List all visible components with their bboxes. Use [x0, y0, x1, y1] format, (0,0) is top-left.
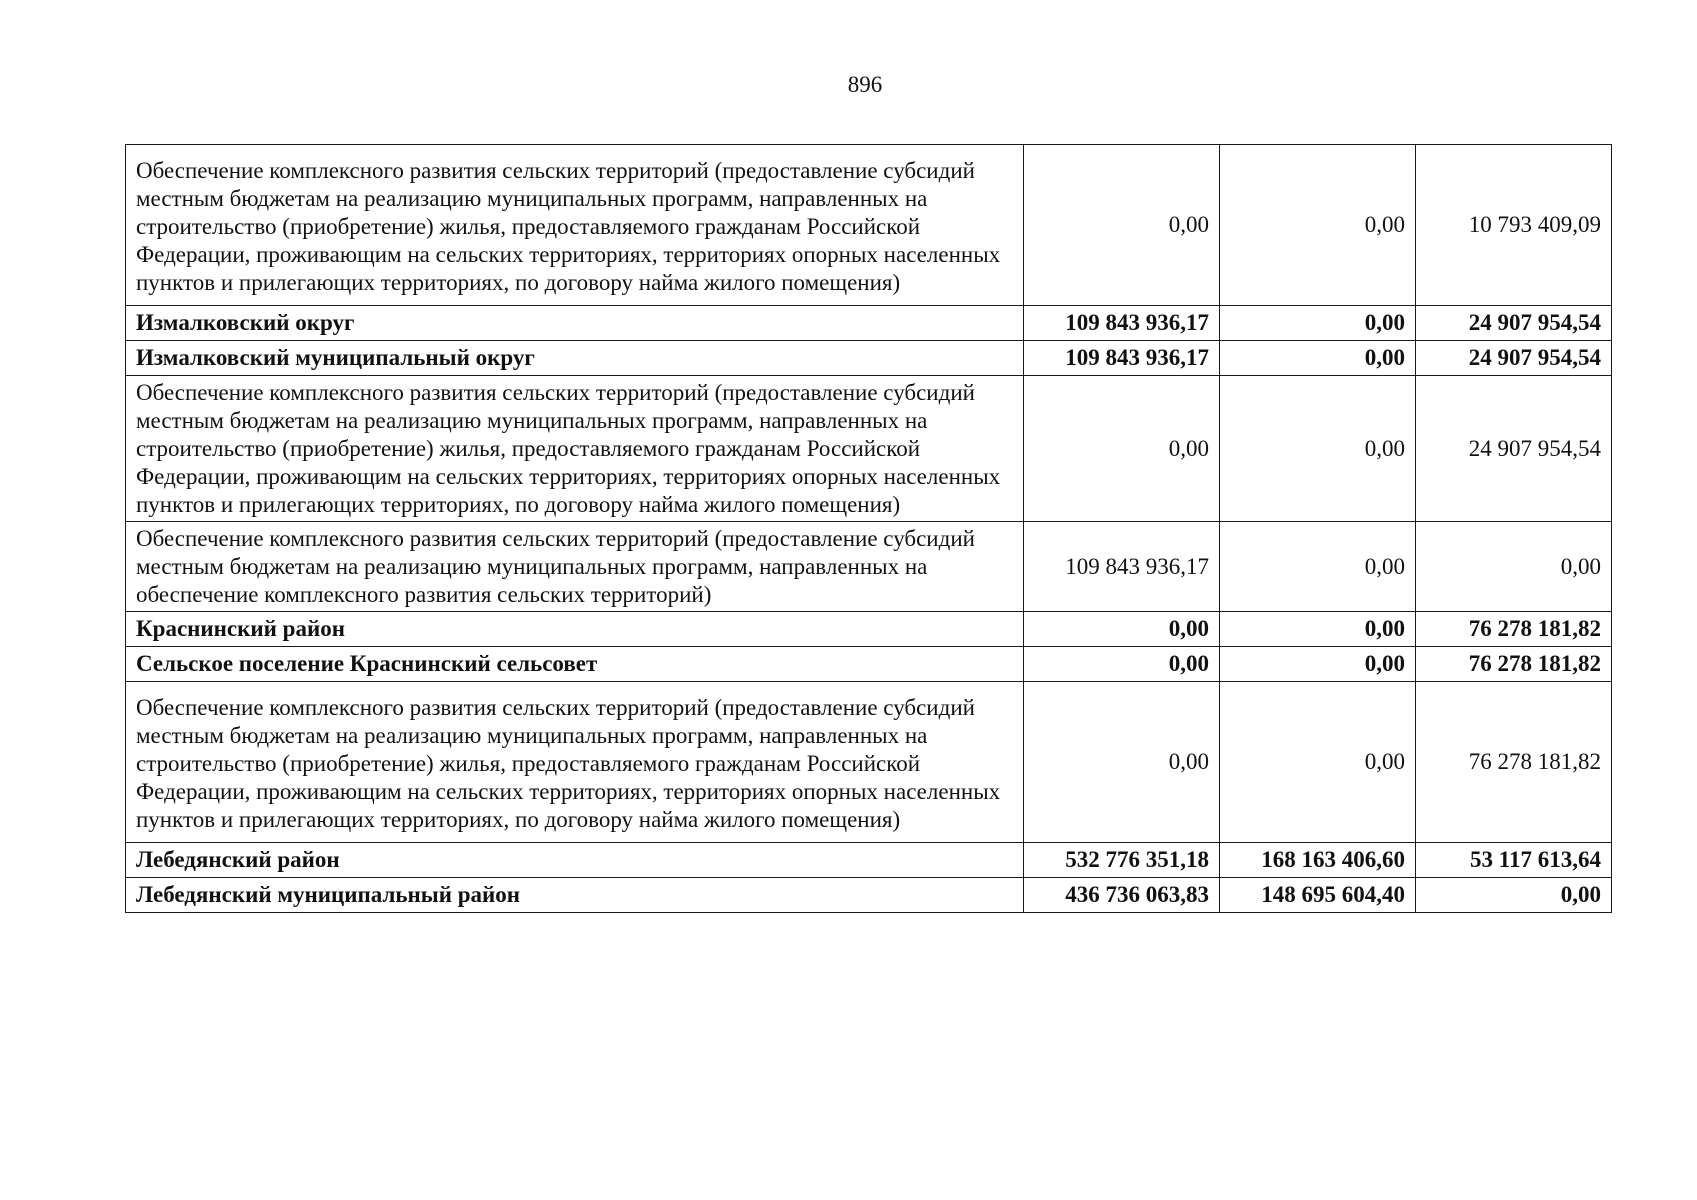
row-value-3: 0,00	[1416, 522, 1612, 612]
row-value-1: 0,00	[1024, 612, 1220, 647]
row-value-1: 109 843 936,17	[1024, 341, 1220, 376]
budget-table	[125, 144, 1612, 913]
row-value-3: 24 907 954,54	[1416, 376, 1612, 522]
row-value-2: 0,00	[1220, 682, 1416, 843]
row-value-3: 76 278 181,82	[1416, 647, 1612, 682]
table-row	[126, 612, 1612, 647]
table-row	[126, 376, 1612, 522]
table-row	[126, 341, 1612, 376]
table-row	[126, 145, 1612, 306]
row-value-1: 532 776 351,18	[1024, 843, 1220, 878]
row-value-3: 24 907 954,54	[1416, 341, 1612, 376]
row-value-2: 0,00	[1220, 145, 1416, 306]
row-value-2: 0,00	[1220, 522, 1416, 612]
row-value-3: 76 278 181,82	[1416, 612, 1612, 647]
row-name: Лебедянский муниципальный район	[126, 878, 1024, 913]
table-row	[126, 647, 1612, 682]
row-value-1: 0,00	[1024, 376, 1220, 522]
row-value-1: 0,00	[1024, 682, 1220, 843]
table-row	[126, 306, 1612, 341]
table-row	[126, 682, 1612, 843]
row-name: Обеспечение комплексного развития сельских территорий (предоставление субсидий местным бюджетам на реализацию муниципальных программ, направленных на строительство (приобретение) жилья, предоставляемого гражданам Российской Федерации, проживающим на сельских территориях, территориях опорных населенных пунктов и прилегающих территориях, по договору найма жилого помещения)	[126, 145, 1024, 306]
row-value-2: 0,00	[1220, 306, 1416, 341]
row-value-1: 0,00	[1024, 145, 1220, 306]
table-row	[126, 878, 1612, 913]
page-number: 896	[847, 72, 883, 97]
row-value-1: 436 736 063,83	[1024, 878, 1220, 913]
row-name: Лебедянский район	[126, 843, 1024, 878]
table-row	[126, 522, 1612, 612]
row-value-2: 0,00	[1220, 341, 1416, 376]
row-value-3: 0,00	[1416, 878, 1612, 913]
row-name: Обеспечение комплексного развития сельских территорий (предоставление субсидий местным бюджетам на реализацию муниципальных программ, направленных на обеспечение комплексного развития сельских территорий)	[126, 522, 1024, 612]
row-name: Сельское поселение Краснинский сельсовет	[126, 647, 1024, 682]
row-value-2: 0,00	[1220, 647, 1416, 682]
table-row	[126, 843, 1612, 878]
row-name: Измалковский округ	[126, 306, 1024, 341]
row-value-1: 0,00	[1024, 647, 1220, 682]
row-value-1: 109 843 936,17	[1024, 522, 1220, 612]
row-value-2: 148 695 604,40	[1220, 878, 1416, 913]
row-value-2: 168 163 406,60	[1220, 843, 1416, 878]
row-name: Краснинский район	[126, 612, 1024, 647]
row-value-3: 10 793 409,09	[1416, 145, 1612, 306]
row-value-3: 24 907 954,54	[1416, 306, 1612, 341]
row-name: Обеспечение комплексного развития сельских территорий (предоставление субсидий местным бюджетам на реализацию муниципальных программ, направленных на строительство (приобретение) жилья, предоставляемого гражданам Российской Федерации, проживающим на сельских территориях, территориях опорных населенных пунктов и прилегающих территориях, по договору найма жилого помещения)	[126, 376, 1024, 522]
row-name: Измалковский муниципальный округ	[126, 341, 1024, 376]
row-name: Обеспечение комплексного развития сельских территорий (предоставление субсидий местным бюджетам на реализацию муниципальных программ, направленных на строительство (приобретение) жилья, предоставляемого гражданам Российской Федерации, проживающим на сельских территориях, территориях опорных населенных пунктов и прилегающих территориях, по договору найма жилого помещения)	[126, 682, 1024, 843]
row-value-2: 0,00	[1220, 376, 1416, 522]
row-value-3: 53 117 613,64	[1416, 843, 1612, 878]
row-value-2: 0,00	[1220, 612, 1416, 647]
row-value-1: 109 843 936,17	[1024, 306, 1220, 341]
row-value-3: 76 278 181,82	[1416, 682, 1612, 843]
